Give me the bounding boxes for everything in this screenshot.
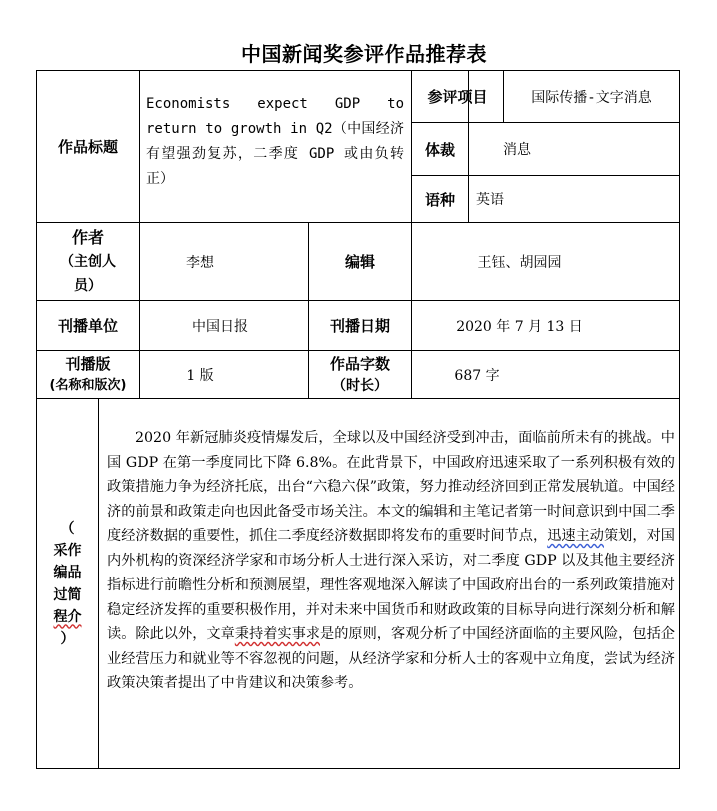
process-label-3: 过简 xyxy=(53,586,82,603)
process-text-part2: 策划，对国内外机构的资深经济学家和市场分析人士进行深入采访，对二季度 GDP 以及其他主要经济指标进行前瞻性分析和预测展望，理性客观地深入解读了中国政府出台的一系列政策措施对稳定经济发挥的重要积极作用，并对未来中国货币和财政政策的目标导向进行深刻分析和解读。除此以外，文章 xyxy=(107,528,675,642)
genre-value: 消息 xyxy=(503,142,531,158)
category-value: 国际传播-文字消息 xyxy=(531,89,652,106)
process-label-4: 程介 xyxy=(53,608,82,625)
word-count-label xyxy=(309,351,411,398)
publish-date-value: 2020 年 7 月 13 日 xyxy=(456,318,583,335)
author-label-line3: 员） xyxy=(74,277,102,294)
category-label: 参评项目 xyxy=(427,88,488,106)
edition-label-line1: 刊播版 xyxy=(65,354,111,373)
author-value: 李想 xyxy=(186,254,214,271)
word-count-label-line2: （时长） xyxy=(332,377,388,394)
process-text-underlined1: 迅速主动 xyxy=(547,528,604,544)
language-label: 语种 xyxy=(424,190,455,209)
publisher-value: 中国日报 xyxy=(192,318,248,335)
process-description xyxy=(107,426,675,696)
editor-value: 王钰、胡园园 xyxy=(477,254,562,271)
edition-label-line2: (名称和版次) xyxy=(49,377,127,393)
genre-label: 体裁 xyxy=(424,140,455,159)
language-value: 英语 xyxy=(476,192,504,208)
process-label-2: 编品 xyxy=(53,564,82,581)
process-label-5: ） xyxy=(60,630,75,647)
work-title-label: 作品标题 xyxy=(57,138,118,156)
process-text-part1: 2020 年新冠肺炎疫情爆发后，全球以及中国经济受到冲击，面临前所未有的挑战。中国 GDP 在第一季度同比下降 6.8%。在此背景下，中国政府迅速采取了一系列积极有效的政策措施力争为经济托底，出台“六稳六保”政策，努力推动经济回到正常发展轨道。中国经济的前景和政策走向也因此备受市场关注。本文的编辑和主笔记者第一时间意识到中国二季度经济数据的重要性，抓住二季度经济数据即将发布的重要时间节点， xyxy=(107,430,675,544)
edition-value: 1 版 xyxy=(186,367,214,384)
publish-date-label: 刊播日期 xyxy=(329,317,390,335)
process-label xyxy=(37,399,98,768)
process-label-1: 采作 xyxy=(53,542,82,559)
author-label-line1: 作者 xyxy=(71,227,104,247)
publisher-label: 刊播单位 xyxy=(57,317,118,335)
process-text-underlined2: 秉持着实事求 xyxy=(234,626,320,642)
edition-label xyxy=(37,351,139,398)
author-label xyxy=(37,223,139,300)
process-label-0: （ xyxy=(60,520,75,537)
author-label-line2: （主创人 xyxy=(60,253,116,270)
editor-label: 编辑 xyxy=(344,253,375,271)
word-count-label-line1: 作品字数 xyxy=(329,354,390,373)
word-count-value: 687 字 xyxy=(454,367,500,384)
work-title-value: Economists expect GDP to return to growth in Q2（中国经济有望强劲复苏，二季度 GDP 或由负转正） xyxy=(146,96,404,187)
process-text-part3: 是的原则，客观分析了中国经济面临的主要风险，包括企业经营压力和就业等不容忽视的问题，从经济学家和分析人士的客观中立角度，尝试为经济政策决策者提出了中肯建议和决策参考。 xyxy=(107,626,675,691)
page-title: 中国新闻奖参评作品推荐表 xyxy=(241,42,487,66)
